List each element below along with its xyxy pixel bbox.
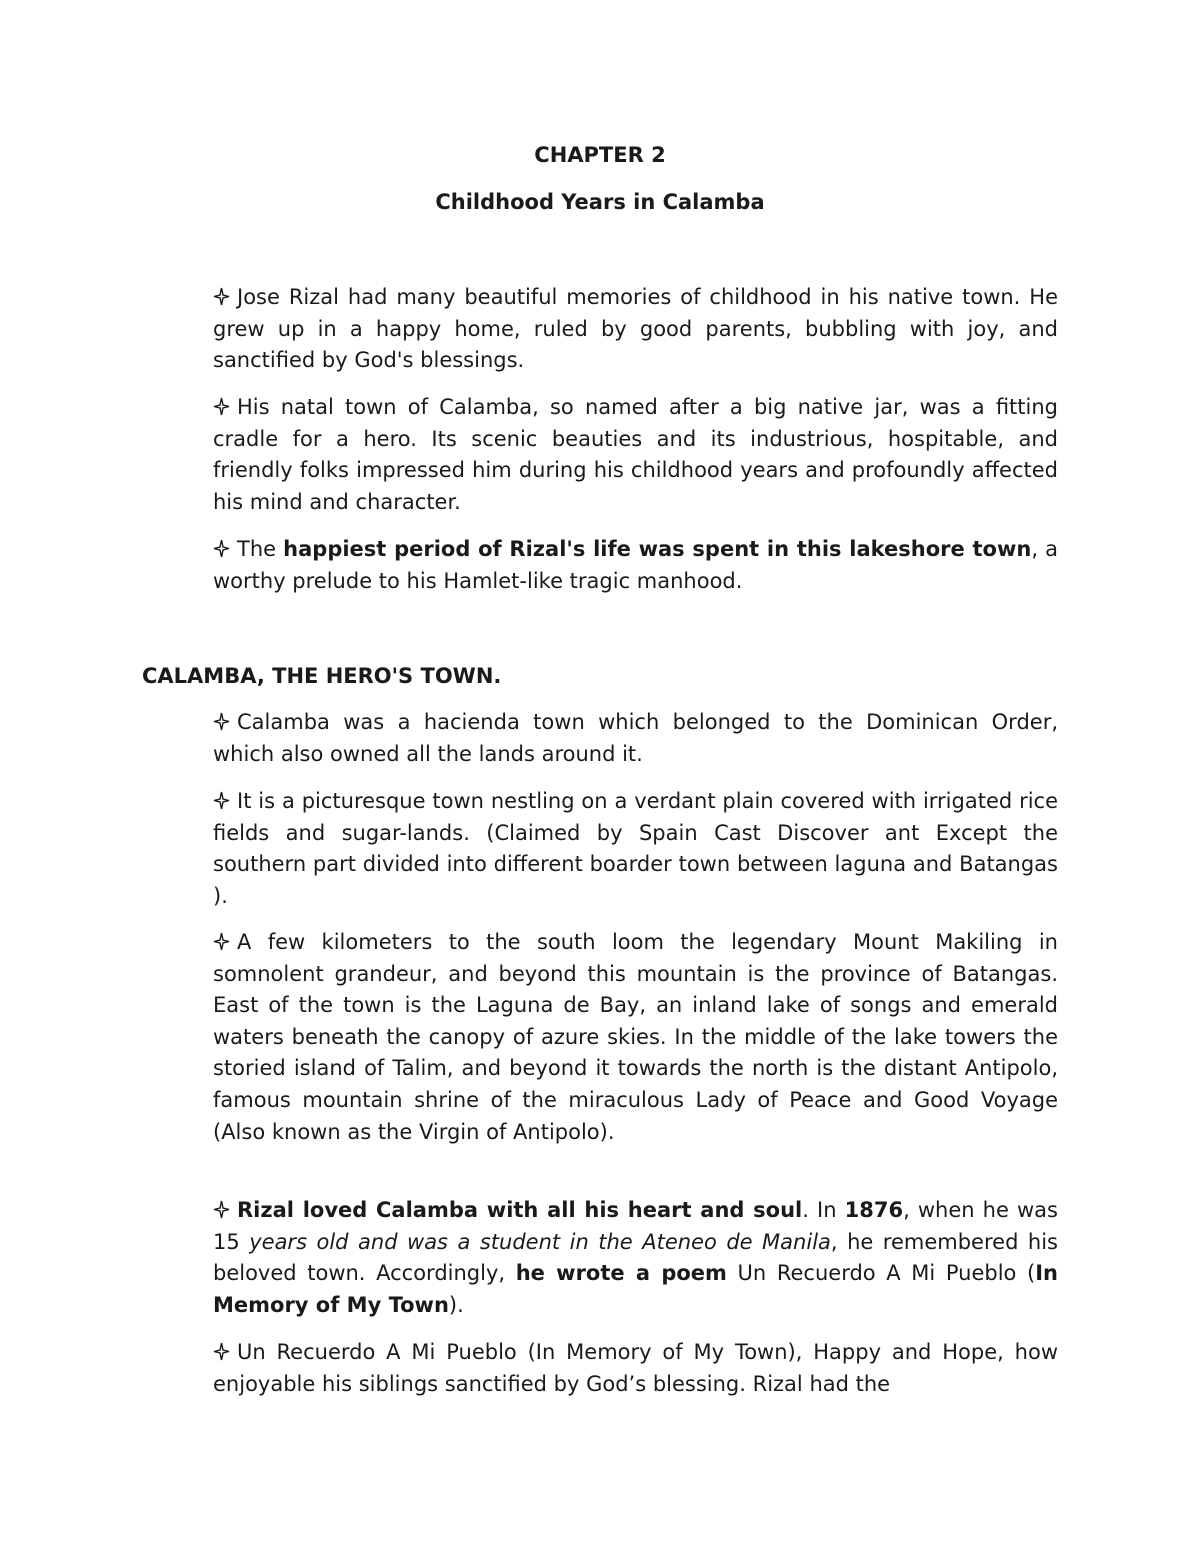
intro-paragraph-2-text: His natal town of Calamba, so named after a big native jar, was a fitting cradle for a hero. Its scenic beauties and its industrious, hospitable, and friendly folks impressed him during his childhood years and profoundly affected his mind and character.	[213, 395, 1058, 514]
four-pointed-star-icon	[213, 786, 230, 818]
section-paragraph-4	[213, 1195, 1058, 1321]
section-paragraph-3-text: A few kilometers to the south loom the legendary Mount Makiling in somnolent grandeur, and beyond this mountain is the province of Batangas. East of the town is the Laguna de Bay, an inland lake of songs and emerald waters beneath the canopy of azure skies. In the middle of the lake towers the storied island of Talim, and beyond it towards the north is the distant Antipolo, famous mountain shrine of the miraculous Lady of Peace and Good Voyage (Also known as the Virgin of Antipolo).	[213, 930, 1058, 1144]
four-pointed-star-icon	[213, 1337, 230, 1369]
four-pointed-star-icon	[213, 392, 230, 424]
section-paragraph-4-text-4: Un Recuerdo A Mi Pueblo (	[726, 1261, 1036, 1286]
section-paragraph-1	[213, 707, 1058, 770]
section-paragraph-5	[213, 1337, 1058, 1400]
intro-paragraph-2	[213, 392, 1058, 518]
section-paragraph-2-text: It is a picturesque town nestling on a verdant plain covered with irrigated rice fields and sugar-lands. (Claimed by Spain Cast Discover ant Except the southern part divided into different boarder town between laguna and Batangas ).	[213, 789, 1058, 908]
section-paragraph-4-bold-1: Rizal loved Calamba with all his heart and soul	[237, 1198, 803, 1222]
intro-paragraph-1	[213, 282, 1058, 377]
chapter-number: CHAPTER 2	[534, 143, 666, 167]
four-pointed-star-icon	[213, 534, 230, 566]
chapter-title: Childhood Years in Calamba	[435, 190, 765, 214]
four-pointed-star-icon	[213, 1195, 230, 1227]
section-paragraph-4-text-2: , when he was 15	[213, 1198, 1058, 1254]
section-paragraph-4-text-1: . In	[802, 1198, 845, 1222]
intro-paragraph-3	[213, 534, 1058, 597]
section-paragraph-4-year: 1876	[844, 1198, 904, 1222]
section-paragraph-4-italic: years old and was a student in the Ateneo de Manila	[249, 1229, 831, 1254]
intro-paragraph-3-text-a: The	[237, 537, 284, 561]
intro-paragraph-3-bold: happiest period of Rizal's life was spent in this lakeshore town	[283, 537, 1032, 561]
four-pointed-star-icon	[213, 927, 230, 959]
section-paragraph-2	[213, 786, 1058, 912]
section-paragraph-4-bold-3: In Memory of My Town	[213, 1261, 1058, 1317]
section-paragraph-4-text-3: , he remembered his beloved town. Accordingly,	[213, 1229, 1058, 1286]
intro-paragraph-3-text-c: , a worthy prelude to his Hamlet-like tragic manhood.	[213, 537, 1058, 593]
four-pointed-star-icon	[213, 282, 230, 314]
four-pointed-star-icon	[213, 707, 230, 739]
intro-paragraph-1-text: Jose Rizal had many beautiful memories of childhood in his native town. He grew up in a happy home, ruled by good parents, bubbling with joy, and sanctified by God's blessings.	[213, 285, 1058, 373]
section-heading: CALAMBA, THE HERO'S TOWN.	[142, 664, 502, 688]
section-paragraph-4-bold-2: he wrote a poem	[515, 1261, 727, 1286]
section-paragraph-4-text-5: ).	[448, 1292, 464, 1317]
section-paragraph-1-text: Calamba was a hacienda town which belonged to the Dominican Order, which also owned all the lands around it.	[213, 710, 1058, 766]
section-paragraph-3	[213, 927, 1058, 1148]
section-paragraph-5-text: Un Recuerdo A Mi Pueblo (In Memory of My Town), Happy and Hope, how enjoyable his siblings sanctified by God’s blessing. Rizal had the	[213, 1340, 1058, 1396]
